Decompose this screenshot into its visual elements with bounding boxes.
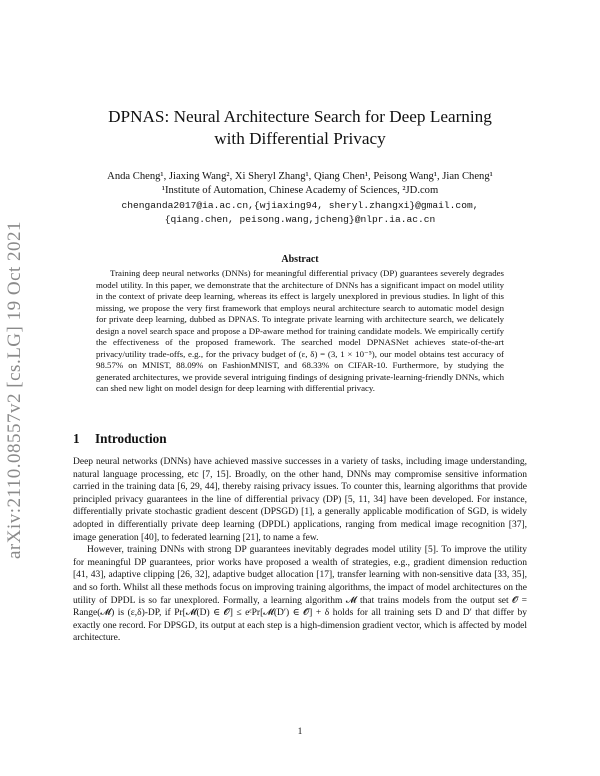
intro-paragraph-1: Deep neural networks (DNNs) have achieved massive successes in a variety of tasks, including image understanding, natural language processing, etc [7, 15]. Broadly, on the other hand, DNNs may compromise sensitive information carried in the training data [6, 29, 44], thereby raising privacy issues. To counter this, learning algorithms that provide principled privacy guarantees in the line of differential privacy (DP) [5, 11, 34] have been developed. For instance, differentially private stochastic gradient descent (DPSGD) [1], a generally applicable modification of SGD, is widely adopted in differentially private deep learning (DPDL) applications, ranging from medical image recognition [37], image generation [40], to federated learning [21], to name a few. xyxy=(73,457,527,543)
affiliations: ¹Institute of Automation, Chinese Academy of Sciences, ²JD.com xyxy=(161,185,439,196)
arxiv-identifier[interactable]: arXiv:2110.08557v2 [cs.LG] 19 Oct 2021 xyxy=(4,220,26,560)
abstract xyxy=(96,268,504,395)
section-heading-introduction xyxy=(73,431,167,447)
page-number: 1 xyxy=(297,727,303,737)
intro-paragraph-2: However, training DNNs with strong DP guarantees inevitably degrades model utility [5]. To improve the utility for meaningful DP guarantees, prior works have proposed a wealth of strategies, e.g., gradient dimension reduction [41, 43], adaptive clipping [26, 32], adaptive budget allocation [17], transfer learning with non-sensitive data [33, 35], and so forth. Whilst all these methods focus on improving training algorithms, the impact of model architectures on the utility of DPDL is so far unexplored. Formally, a learning algorithm 𝓜 that trains models from the output set 𝓞 = Range(𝓜) is (ε,δ)-DP, if Pr[𝓜(D) ∈ 𝓞] ≤ eᵋPr[𝓜(D′) ∈ 𝓞] + δ holds for all training sets D and D′ that differ by exactly one record. For DPSGD, its output at each step is a high-dimension gradient vector, which is affected by model architecture. xyxy=(73,545,527,644)
section-number: 1 xyxy=(73,431,80,446)
paper-title xyxy=(80,106,520,150)
email-line-2[interactable]: {qiang.chen, peisong.wang,jcheng}@nlpr.ia.ac.cn xyxy=(164,213,436,225)
email-line-1[interactable]: chenganda2017@ia.ac.cn,{wjiaxing94, sheryl.zhangxi}@gmail.com, xyxy=(121,200,479,211)
section-title: Introduction xyxy=(95,431,167,446)
author-emails xyxy=(40,199,560,226)
author-list: Anda Cheng¹, Jiaxing Wang², Xi Sheryl Zhang¹, Qiang Chen¹, Peisong Wang¹, Jian Cheng¹ xyxy=(107,171,493,182)
title-line-1: DPNAS: Neural Architecture Search for Deep Learning xyxy=(108,107,492,126)
abstract-text: Training deep neural networks (DNNs) for meaningful differential privacy (DP) guarantees severely degrades model utility. In this paper, we demonstrate that the architecture of DNNs has a significant impact on model utility in the context of private deep learning, whereas its effect is largely unexplored in previous studies. In light of this missing, we propose the very first framework that employs neural architecture search to automatic model design for private deep learning, dubbed as DPNAS. To integrate private learning with architecture search, we delicately design a novel search space and propose a DP-aware method for training candidate models. We empirically certify the effectiveness of the proposed framework. The searched model DPNASNet achieves state-of-the-art privacy/utility trade-offs, e.g., for the privacy budget of (ε, δ) = (3, 1 × 10⁻⁵), our model obtains test accuracy of 98.57% on MNIST, 88.09% on FashionMNIST, and 68.33% on CIFAR-10. Furthermore, by studying the generated architectures, we provide several intriguing findings of designing private-learning-friendly DNNs, which can shed new light on model design for deep learning with differential privacy. xyxy=(96,268,504,394)
arxiv-stamp xyxy=(2,210,28,570)
abstract-heading: Abstract xyxy=(281,254,319,265)
introduction-body xyxy=(73,456,527,645)
title-line-2: with Differential Privacy xyxy=(214,129,386,148)
